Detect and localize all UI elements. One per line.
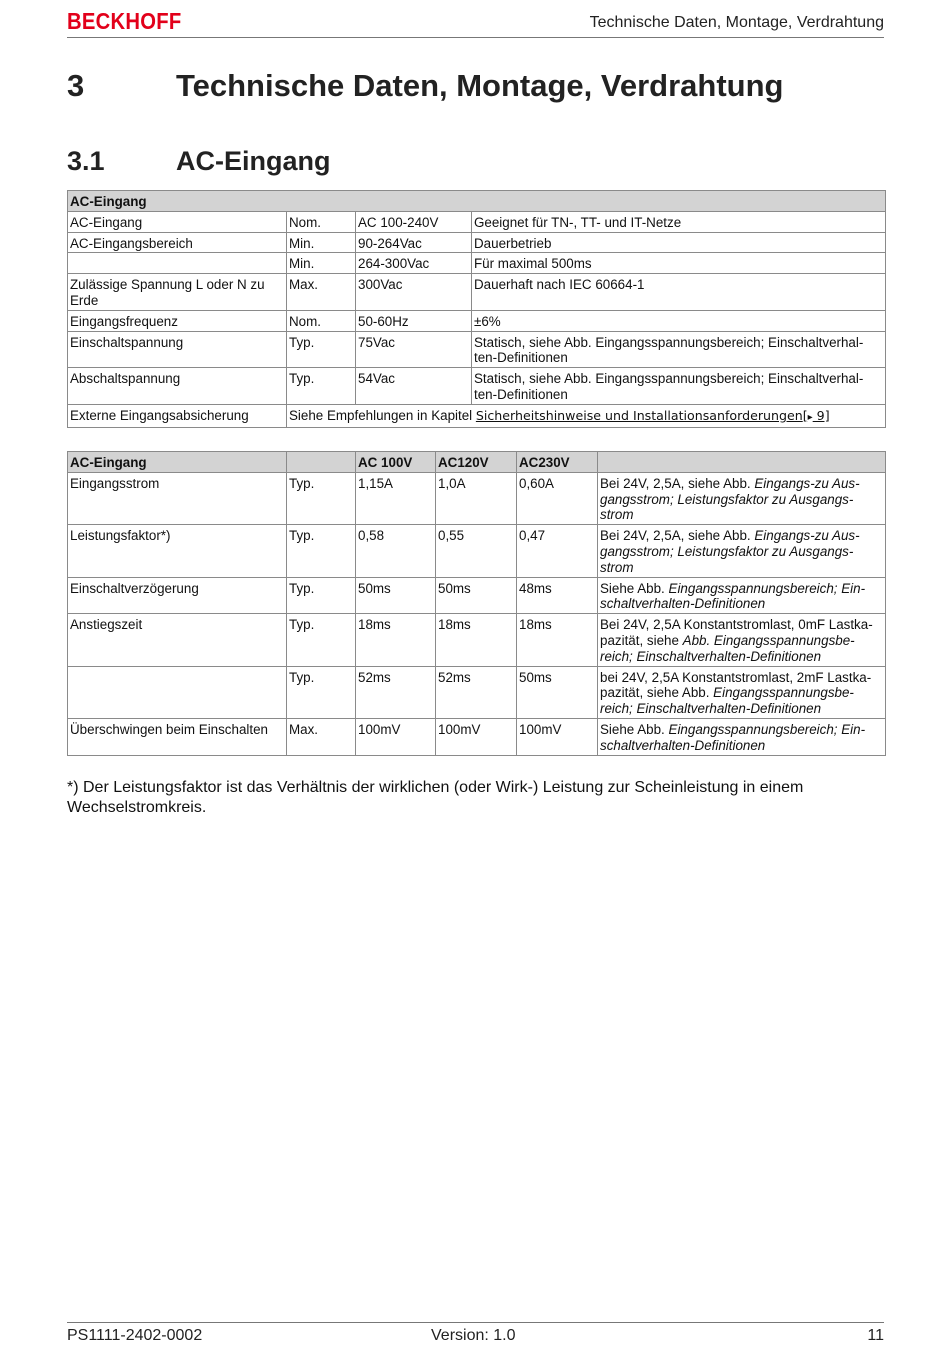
value-cell: 264-300Vac: [356, 253, 472, 274]
value-cell: 54Vac: [356, 368, 472, 405]
ac120-cell: 1,0A: [436, 472, 517, 524]
note-cell: Für maximal 500ms: [472, 253, 886, 274]
fuse-text: Siehe Empfehlungen in Kapitel: [289, 407, 473, 423]
param-cell: Leistungsfaktor*): [68, 525, 287, 577]
note-text: Bei 24V, 2,5A, siehe Abb.: [600, 475, 751, 491]
ac100-cell: 18ms: [356, 614, 436, 666]
figure-reference: Eingangsspannungsbereich; Ein-schaltverhalten-Definitionen: [600, 580, 866, 612]
note-text: Bei 24V, 2,5A Konstantstromlast, 0mF Lastka-pazität, siehe: [600, 617, 873, 648]
note-cell: ±6%: [472, 310, 886, 331]
figure-reference: Abb. Eingangsspannungsbe-reich; Einschaltverhalten-Definitionen: [600, 632, 855, 664]
param-cell: Einschaltverzögerung: [68, 577, 287, 614]
condition-cell: Max.: [287, 718, 356, 755]
table-header: AC-Eingang: [68, 191, 886, 212]
note-cell: Statisch, siehe Abb. Eingangsspannungsbereich; Einschaltverhal-ten-Definitionen: [472, 331, 886, 368]
condition-cell: Nom.: [287, 211, 356, 232]
page-ref-link[interactable]: 9]: [812, 407, 830, 423]
value-cell: 300Vac: [356, 274, 472, 311]
footer-doc-number: PS1111-2402-0002: [67, 1327, 203, 1344]
chapter-heading: [67, 68, 783, 104]
ac230-cell: 48ms: [517, 577, 598, 614]
param-cell: Überschwingen beim Einschalten: [68, 718, 287, 755]
ac230-cell: 0,60A: [517, 472, 598, 524]
ac120-cell: 100mV: [436, 718, 517, 755]
fuse-param: Externe Eingangsabsicherung: [68, 404, 287, 427]
col-header-ac100: AC 100V: [356, 452, 436, 473]
footer-page-number: 11: [867, 1327, 884, 1344]
table-row: [68, 368, 886, 405]
note-text: Siehe Abb.: [600, 580, 665, 596]
param-cell: AC-Eingang: [68, 211, 287, 232]
note-cell: [598, 577, 886, 614]
param-cell: Anstiegszeit: [68, 614, 287, 666]
note-cell: Statisch, siehe Abb. Eingangsspannungsbereich; Einschaltverhal-ten-Definitionen: [472, 368, 886, 405]
param-cell: AC-Eingangsbereich: [68, 232, 287, 253]
note-cell: [598, 718, 886, 755]
note-cell: [598, 666, 886, 718]
note-cell: [598, 525, 886, 577]
param-cell: Abschaltspannung: [68, 368, 287, 405]
ac100-cell: 1,15A: [356, 472, 436, 524]
note-cell: Dauerhaft nach IEC 60664-1: [472, 274, 886, 311]
figure-reference: Eingangsspannungsbereich; Ein-schaltverhalten-Definitionen: [600, 721, 866, 753]
param-cell: Einschaltspannung: [68, 331, 287, 368]
footer-version: Version: 1.0: [431, 1327, 516, 1344]
param-cell: Eingangsfrequenz: [68, 310, 287, 331]
table-row: [68, 577, 886, 614]
note-cell: Geeignet für TN-, TT- und IT-Netze: [472, 211, 886, 232]
table-row: [68, 472, 886, 524]
page-ref-open: [: [802, 407, 808, 423]
param-cell: Zulässige Spannung L oder N zu Erde: [68, 274, 287, 311]
safety-chapter-link[interactable]: Sicherheitshinweise und Installationsanforderungen: [475, 407, 803, 423]
footer-rule: [67, 1322, 884, 1323]
ac-input-values-table: [67, 451, 886, 756]
table-row: [68, 718, 886, 755]
chapter-title: Technische Daten, Montage, Verdrahtung: [176, 68, 784, 103]
condition-cell: Typ.: [287, 472, 356, 524]
col-header-ac230: AC230V: [517, 452, 598, 473]
table-row: [68, 614, 886, 666]
ac100-cell: 52ms: [356, 666, 436, 718]
table-row: [68, 274, 886, 311]
col-header-cond: [287, 452, 356, 473]
note-text: bei 24V, 2,5A Konstantstromlast, 2mF Lastka-pazität, siehe Abb.: [600, 669, 872, 701]
col-header-ac120: AC120V: [436, 452, 517, 473]
header-rule: [67, 37, 884, 38]
col-header-note: [598, 452, 886, 473]
condition-cell: Max.: [287, 274, 356, 311]
table-row-fuse: [68, 404, 886, 427]
condition-cell: Min.: [287, 232, 356, 253]
param-cell: [68, 253, 287, 274]
table-row: [68, 253, 886, 274]
section-title: AC-Eingang: [176, 146, 331, 176]
ac120-cell: 50ms: [436, 577, 517, 614]
condition-cell: Nom.: [287, 310, 356, 331]
figure-reference: Eingangsspannungsbe-reich; Einschaltverhalten-Definitionen: [600, 685, 854, 717]
chapter-number: 3: [67, 68, 85, 103]
ac120-cell: 0,55: [436, 525, 517, 577]
ac230-cell: 50ms: [517, 666, 598, 718]
condition-cell: Typ.: [287, 331, 356, 368]
note-cell: [598, 614, 886, 666]
ac-input-spec-table: [67, 190, 886, 428]
section-heading: [67, 146, 331, 177]
table-row: [68, 666, 886, 718]
figure-reference: Eingangs-zu Aus-gangsstrom; Leistungsfaktor zu Ausgangs-strom: [600, 528, 860, 575]
ac100-cell: 50ms: [356, 577, 436, 614]
col-header-param: AC-Eingang: [68, 452, 287, 473]
condition-cell: Typ.: [287, 577, 356, 614]
value-cell: 90-264Vac: [356, 232, 472, 253]
note-cell: Dauerbetrieb: [472, 232, 886, 253]
param-cell: [68, 666, 287, 718]
ac230-cell: 0,47: [517, 525, 598, 577]
condition-cell: Typ.: [287, 666, 356, 718]
table-row: [68, 525, 886, 577]
note-text: Siehe Abb.: [600, 721, 665, 737]
beckhoff-logo: BECKHOFF: [67, 8, 182, 34]
note-text: Bei 24V, 2,5A, siehe Abb.: [600, 528, 751, 544]
ac100-cell: 100mV: [356, 718, 436, 755]
ac120-cell: 18ms: [436, 614, 517, 666]
ac100-cell: 0,58: [356, 525, 436, 577]
section-number: 3.1: [67, 146, 105, 176]
fuse-note: [287, 404, 886, 427]
value-cell: 75Vac: [356, 331, 472, 368]
table-row: [68, 211, 886, 232]
condition-cell: Typ.: [287, 614, 356, 666]
figure-reference: Eingangs-zu Aus-gangsstrom; Leistungsfaktor zu Ausgangs-strom: [600, 475, 860, 523]
condition-cell: Typ.: [287, 525, 356, 577]
page-ref-arrow-icon: ▸: [807, 411, 813, 423]
footnote: *) Der Leistungsfaktor ist das Verhältnis der wirklichen (oder Wirk-) Leistung zur Scheinleistung in einem Wechselstromkreis.: [67, 779, 804, 816]
table-row: [68, 310, 886, 331]
header-title: Technische Daten, Montage, Verdrahtung: [589, 14, 884, 31]
value-cell: AC 100-240V: [356, 211, 472, 232]
ac230-cell: 18ms: [517, 614, 598, 666]
param-cell: Eingangsstrom: [68, 472, 287, 524]
ac230-cell: 100mV: [517, 718, 598, 755]
table-row: [68, 232, 886, 253]
condition-cell: Typ.: [287, 368, 356, 405]
condition-cell: Min.: [287, 253, 356, 274]
note-cell: [598, 472, 886, 524]
table-row: [68, 331, 886, 368]
value-cell: 50-60Hz: [356, 310, 472, 331]
ac120-cell: 52ms: [436, 666, 517, 718]
